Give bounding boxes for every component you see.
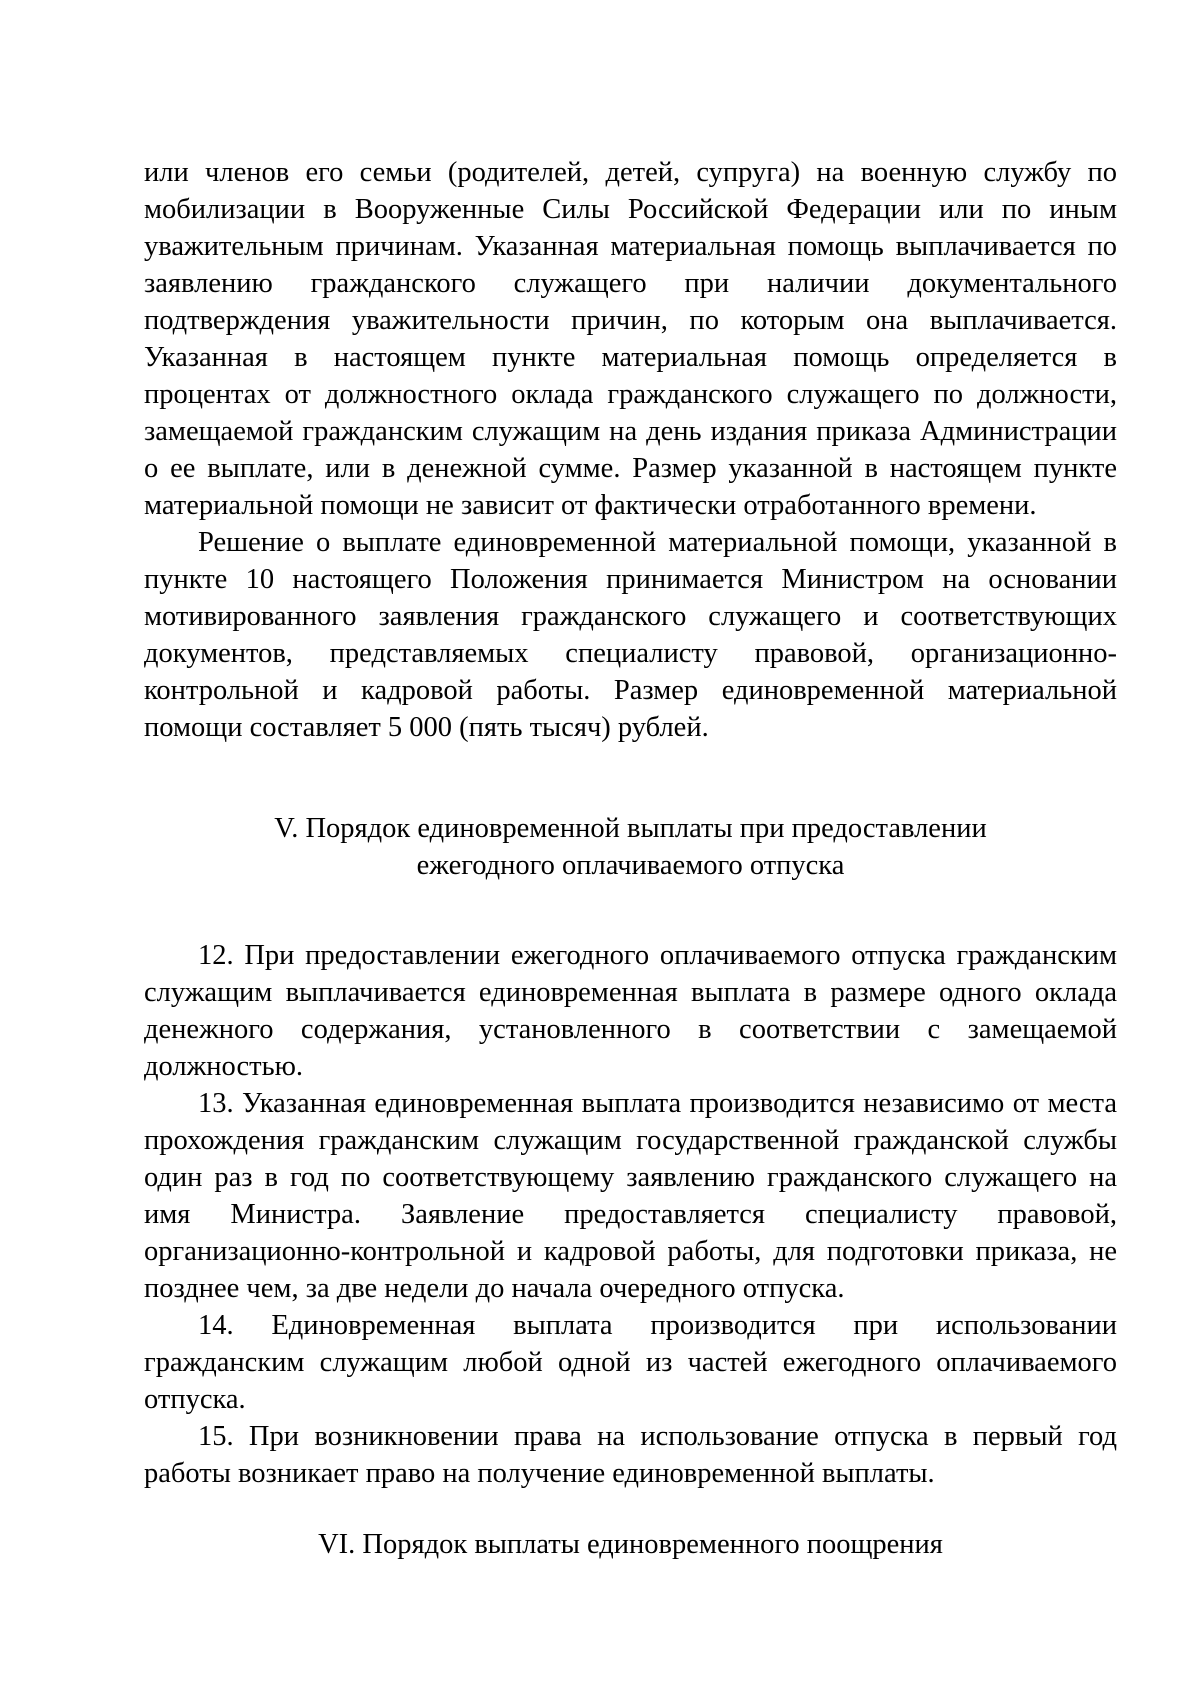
continuation-paragraph: или членов его семьи (родителей, детей, супруга) на военную службу по мобилизации в Вооруженные Силы Российской Федерации или по иным уважительным причинам. Указанная материальная помощь выплачивается по заявлению гражданского служащего при наличии документального подтверждения уважительности причин, по которым она выплачивается. Указанная в настоящем пункте материальная помощь определяется в процентах от должностного оклада гражданского служащего по должности, замещаемой гражданским служащим на день издания приказа Администрации о ее выплате, или в денежной сумме. Размер указанной в настоящем пункте материальной помощи не зависит от фактически отработанного времени.	[144, 157, 1117, 521]
list-item-12: 12. При предоставлении ежегодного оплачиваемого отпуска гражданским служащим выплачивается единовременная выплата в размере одного оклада денежного содержания, установленного в соответствии с замещаемой должностью.	[144, 940, 1117, 1082]
section-v-title-line2: ежегодного оплачиваемого отпуска	[416, 850, 845, 881]
section-v-title	[144, 810, 1117, 884]
document-page	[144, 154, 1117, 1563]
section-v-body	[144, 937, 1117, 1492]
list-item-13: 13. Указанная единовременная выплата производится независимо от места прохождения гражданским служащим государственной гражданской службы один раз в год по соответствующему заявлению гражданского служащего на имя Министра. Заявление предоставляется специалисту правовой, организационно-контрольной и кадровой работы, для подготовки приказа, не позднее чем, за две недели до начала очередного отпуска.	[144, 1088, 1117, 1304]
section-v-title-line1: V. Порядок единовременной выплаты при предоставлении	[274, 813, 987, 844]
decision-paragraph: Решение о выплате единовременной материальной помощи, указанной в пункте 10 настоящего Положения принимается Министром на основании мотивированного заявления гражданского служащего и соответствующих документов, представляемых специалисту правовой, организационно-контрольной и кадровой работы. Размер единовременной материальной помощи составляет 5 000 (пять тысяч) рублей.	[144, 527, 1117, 743]
section-vi-title: VI. Порядок выплаты единовременного поощрения	[318, 1529, 943, 1560]
list-item-14: 14. Единовременная выплата производится при использовании гражданским служащим любой одной из частей ежегодного оплачиваемого отпуска.	[144, 1310, 1117, 1415]
list-item-15: 15. При возникновении права на использование отпуска в первый год работы возникает право на получение единовременной выплаты.	[144, 1421, 1117, 1489]
